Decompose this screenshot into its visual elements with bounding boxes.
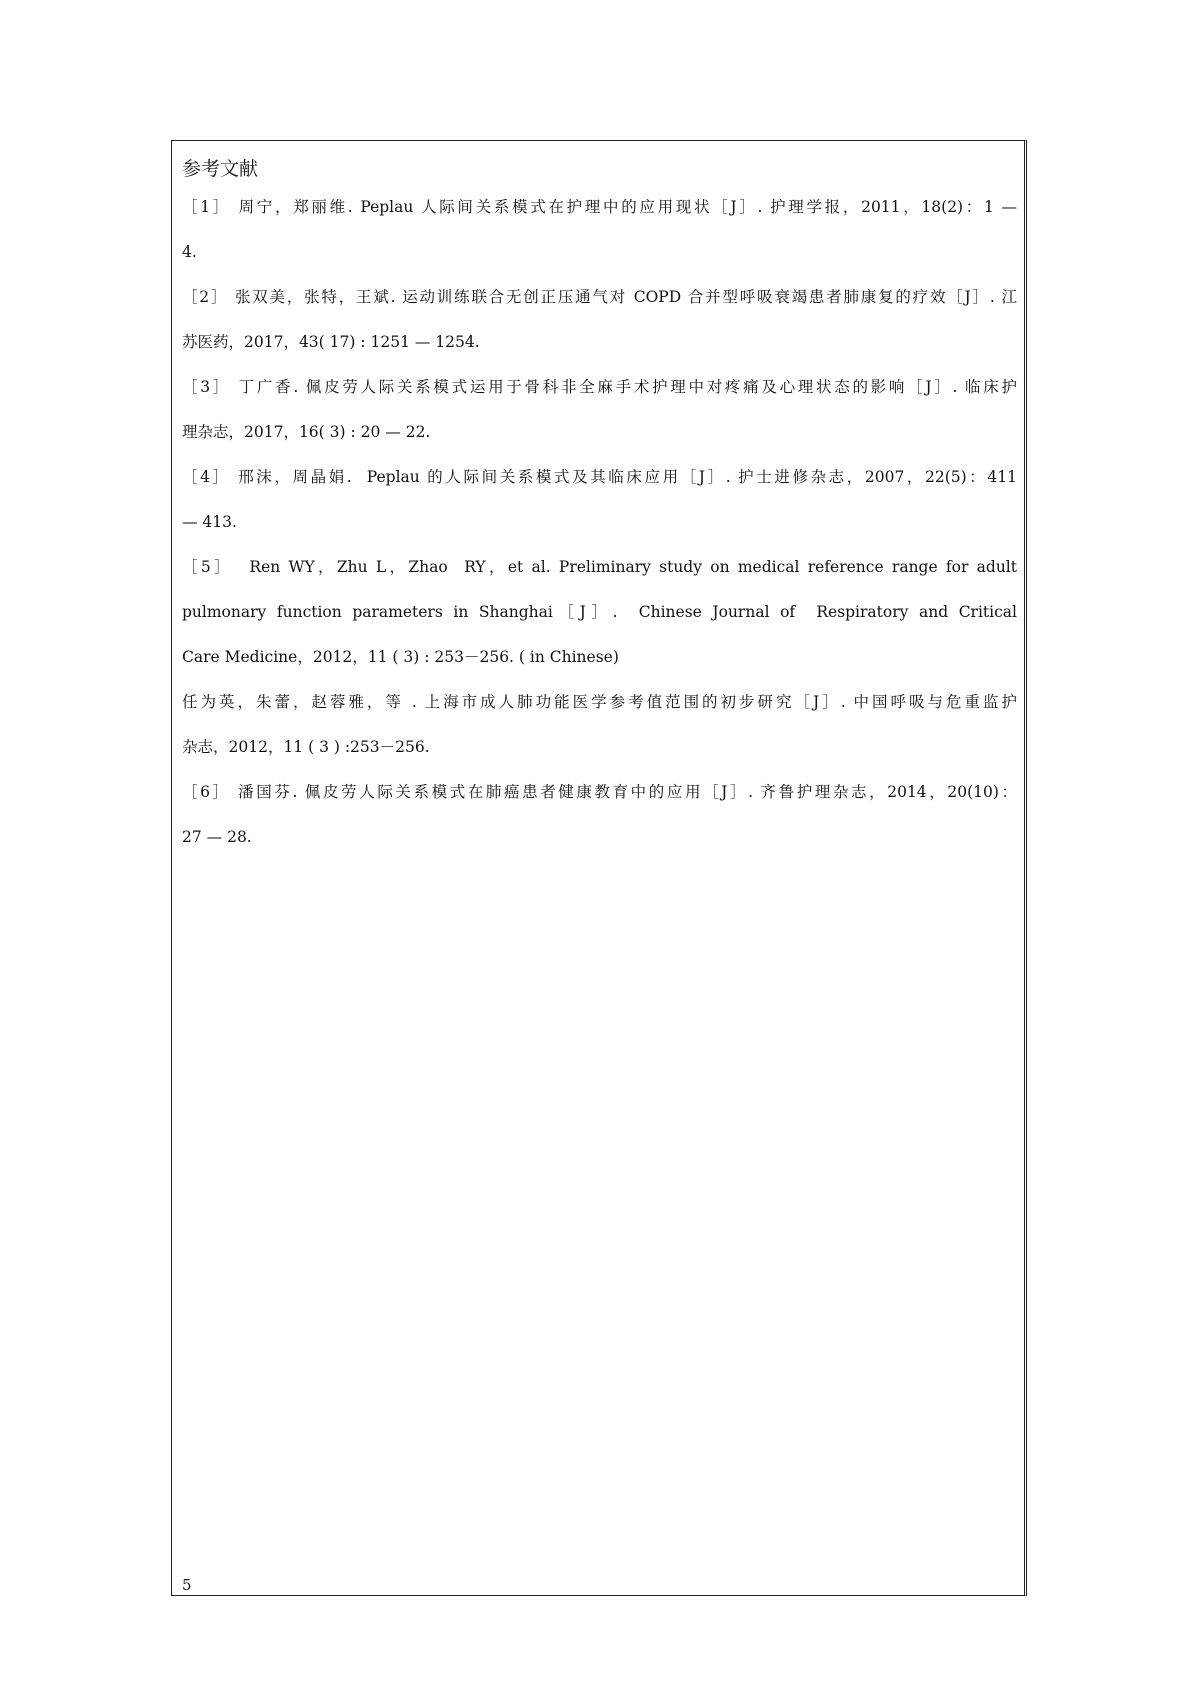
reference-line: ［2］ 张双美，张特，王斌. 运动训练联合无创正压通气对 COPD 合并型呼吸衰竭患者肺康复的疗效［J］. 江 [182, 288, 1017, 306]
reference-line: 理杂志，2017，16( 3) : 20 — 22. [182, 423, 431, 441]
reference-line: Care Medicine，2012，11 ( 3) : 253－256. ( in Chinese) [182, 648, 619, 666]
reference-line: ［6］ 潘国芬. 佩皮劳人际关系模式在肺癌患者健康教育中的应用［J］. 齐鲁护理杂志，2014，20(10)： [182, 783, 1017, 801]
reference-line: ［3］ 丁广香. 佩皮劳人际关系模式运用于骨科非全麻手术护理中对疼痛及心理状态的影响［J］. 临床护 [182, 378, 1017, 396]
reference-line: ［4］ 邢沫，周晶娟. Peplau 的人际间关系模式及其临床应用［J］. 护士进修杂志，2007，22(5)：411 [182, 468, 1017, 486]
reference-line: 4. [182, 243, 197, 261]
reference-line: 杂志，2012，11 ( 3 ) :253－256. [182, 738, 430, 756]
reference-line: ［1］ 周宁，郑丽维. Peplau 人际间关系模式在护理中的应用现状［J］. 护理学报，2011，18(2)：1 — [182, 198, 1017, 216]
reference-line: 任为英，朱蕾，赵蓉雅，等 . 上海市成人肺功能医学参考值范围的初步研究［J］. 中国呼吸与危重监护 [182, 693, 1017, 711]
reference-line: 27 — 28. [182, 828, 252, 846]
references-heading: 参考文献 [182, 158, 259, 180]
reference-line: — 413. [182, 513, 237, 531]
reference-line: pulmonary function parameters in Shanghai［J］. Chinese Journal of Respiratory and Critical [182, 603, 1017, 621]
reference-line: 苏医药，2017，43( 17) : 1251 — 1254. [182, 333, 480, 351]
page-frame [171, 140, 1027, 1596]
page-number: 5 [182, 1576, 192, 1594]
reference-line: ［5］ Ren WY，Zhu L，Zhao RY，et al. Preliminary study on medical reference range for adult [182, 558, 1017, 576]
